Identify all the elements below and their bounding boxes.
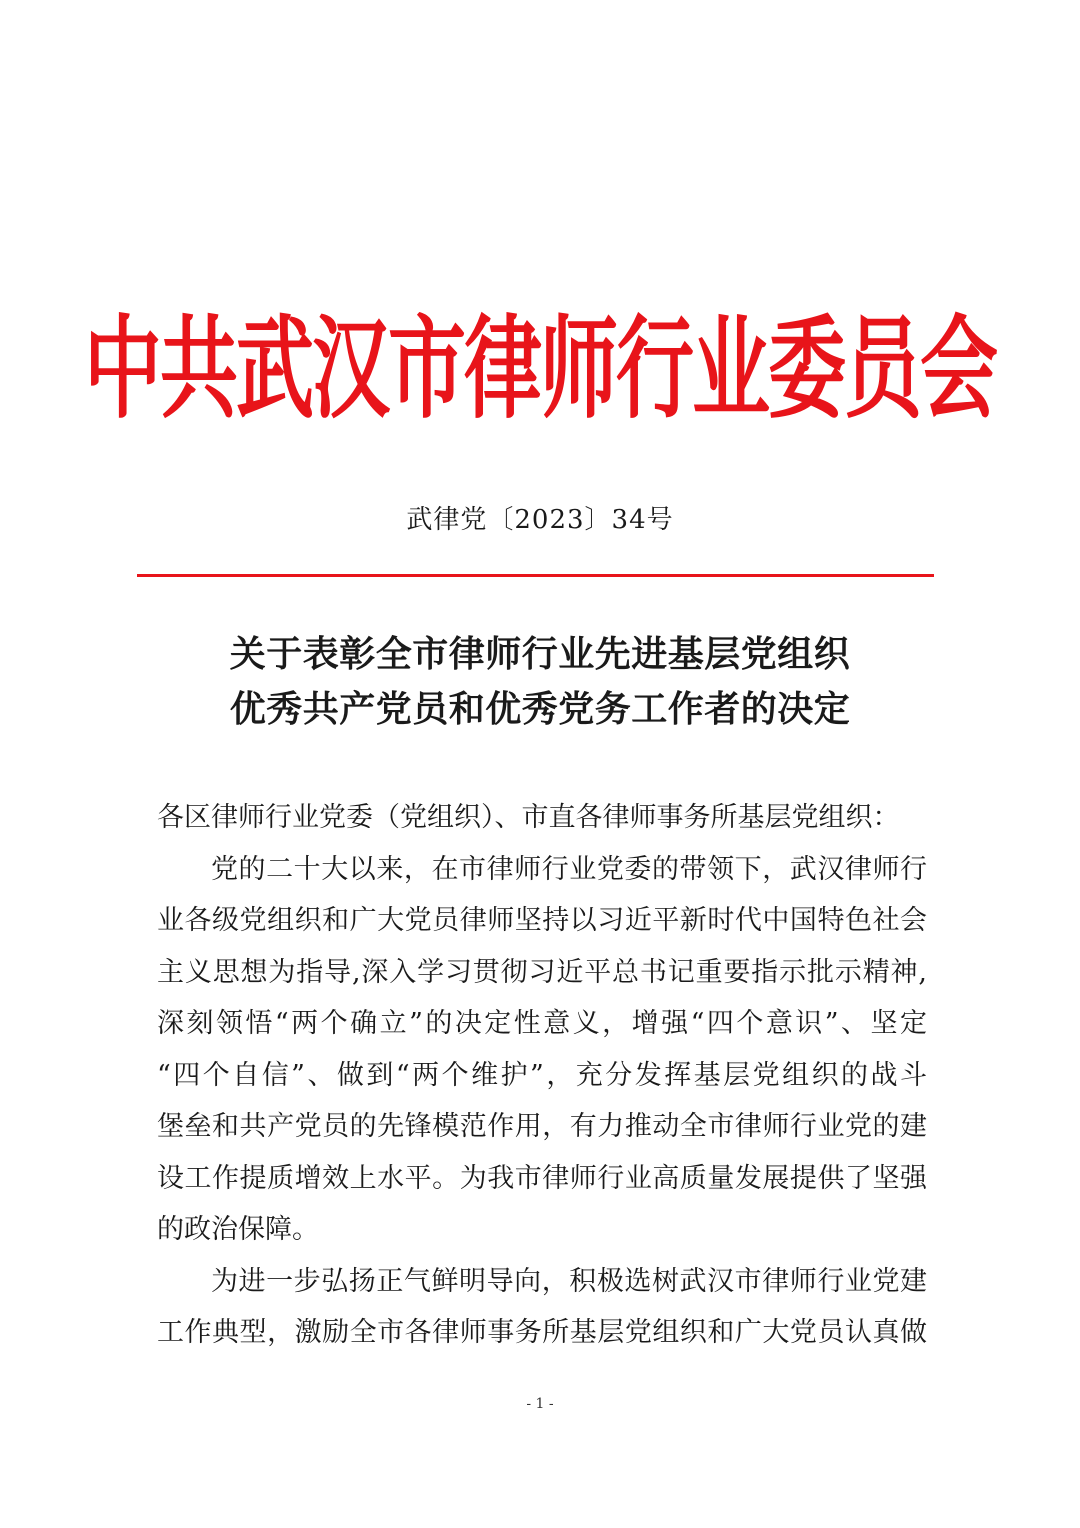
- paragraph-2-line: 工作典型，激励全市各律师事务所基层党组织和广大党员认真做: [157, 1317, 927, 1348]
- masthead-text: 中共武汉市律师行业委员会: [83, 306, 996, 434]
- document-body: [157, 792, 927, 1359]
- salutation: 各区律师行业党委（党组织）、市直各律师事务所基层党组织：: [157, 802, 900, 833]
- paragraph-1-line: “四个自信”、做到“两个维护”，充分发挥基层党组织的战斗: [157, 1059, 927, 1091]
- document-title-line-1: 关于表彰全市律师行业先进基层党组织: [229, 633, 851, 675]
- document-number: 武律党〔2023〕34号: [406, 505, 674, 535]
- document-title: [0, 627, 1080, 737]
- red-separator-line: [137, 574, 934, 577]
- page-number: - 1 -: [526, 1396, 554, 1412]
- document-title-line-2: 优秀共产党员和优秀党务工作者的决定: [229, 688, 851, 730]
- paragraph-1-line: 堡垒和共产党员的先锋模范作用，有力推动全市律师行业党的建: [157, 1111, 927, 1142]
- paragraph-1-line: 业各级党组织和广大党员律师坚持以习近平新时代中国特色社会: [157, 905, 927, 936]
- paragraph-1-line: 的政治保障。: [157, 1214, 319, 1245]
- paragraph-2-line: 为进一步弘扬正气鲜明导向，积极选树武汉市律师行业党建: [211, 1265, 927, 1297]
- paragraph-1-line: 党的二十大以来，在市律师行业党委的带领下，武汉律师行: [211, 853, 927, 885]
- paragraph-1-line: 主义思想为指导,深入学习贯彻习近平总书记重要指示批示精神,: [157, 956, 927, 988]
- paragraph-1-line: 深刻领悟“两个确立”的决定性意义，增强“四个意识”、坚定: [157, 1008, 927, 1039]
- masthead-title: [0, 300, 1080, 440]
- paragraph-1-line: 设工作提质增效上水平。为我市律师行业高质量发展提供了坚强: [157, 1162, 927, 1194]
